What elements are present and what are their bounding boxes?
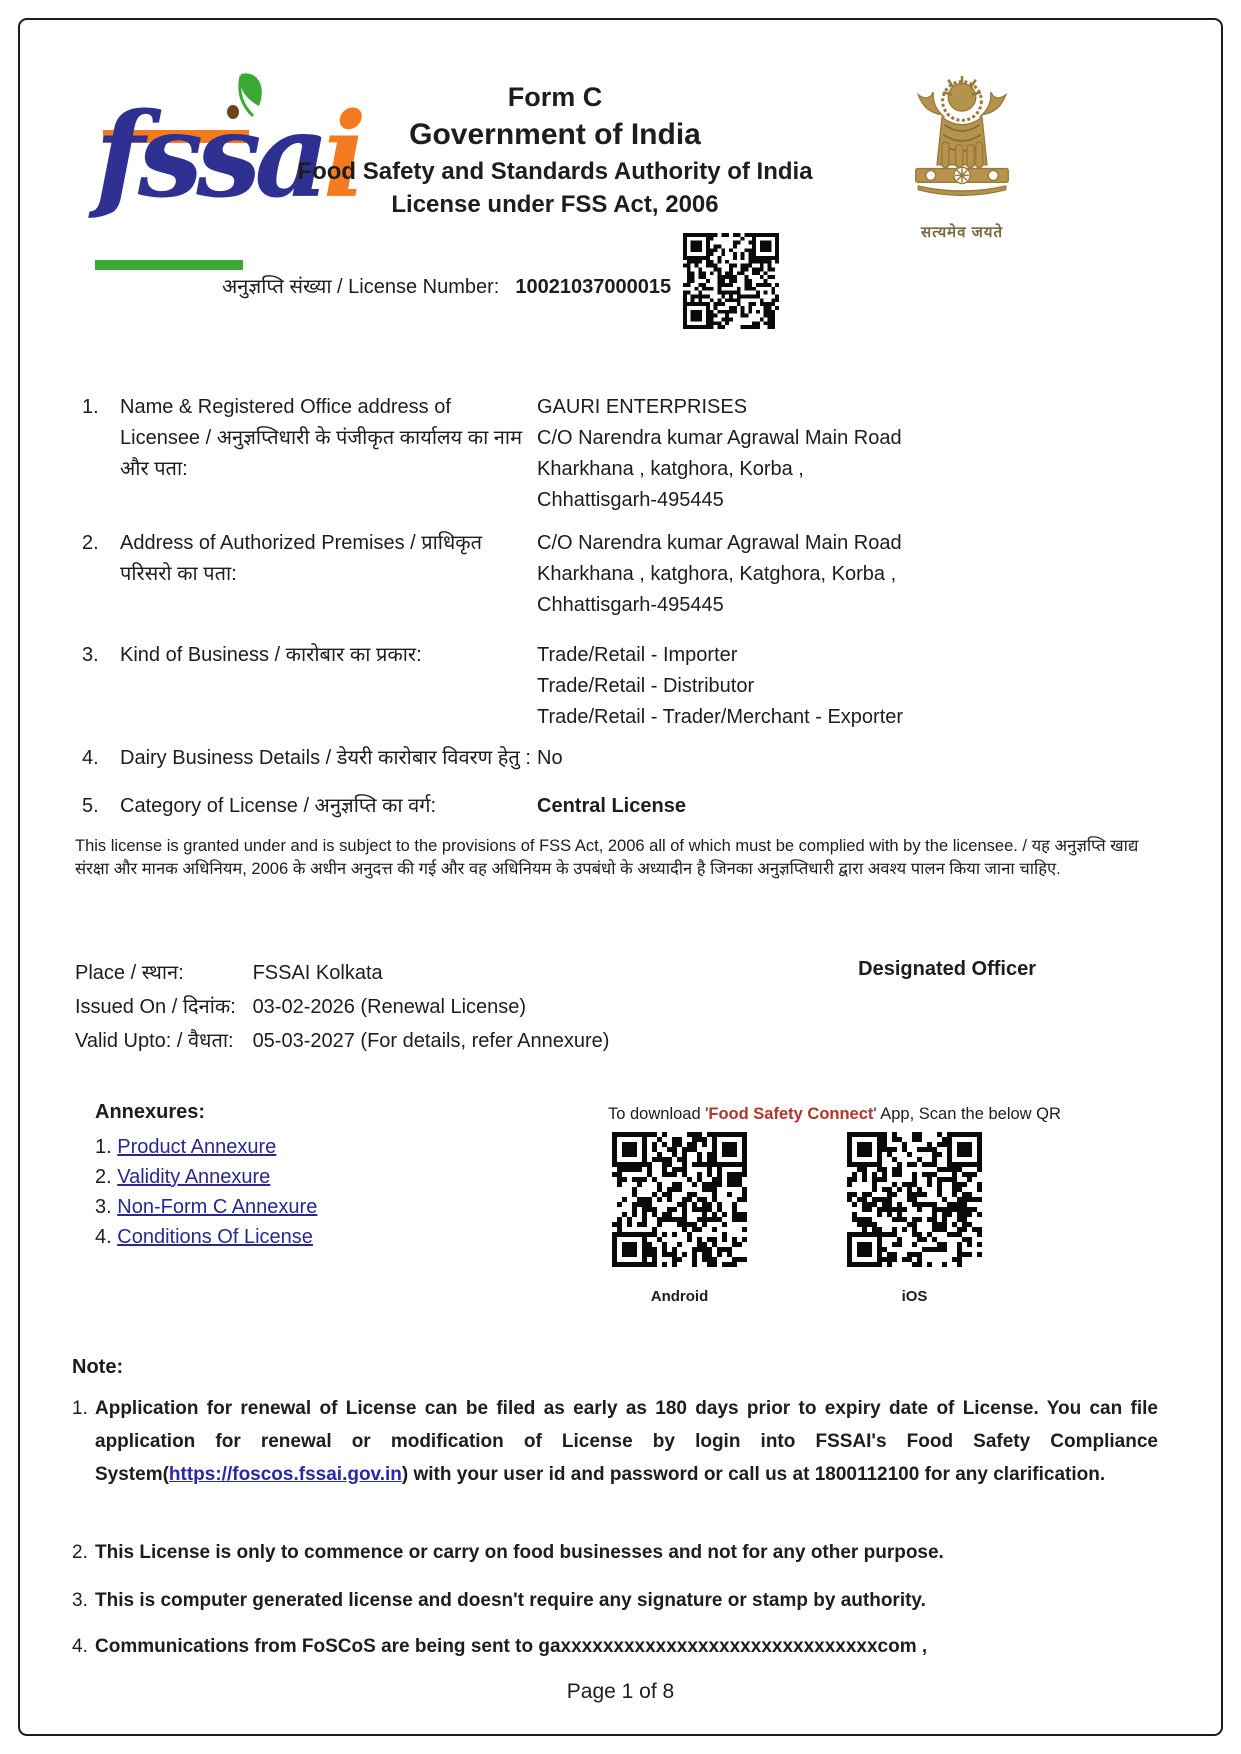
note-number: 4. [72, 1636, 88, 1657]
detail-label: Address of Authorized Premises / प्राधिकृत परिसरो का पता: [120, 532, 483, 585]
detail-number: 5. [82, 795, 99, 817]
detail-value-line: Central License [537, 795, 686, 817]
note-item-3 [72, 1584, 1158, 1617]
annexure-number: 4. [95, 1226, 112, 1248]
detail-value [537, 743, 1162, 774]
note-number: 2. [72, 1542, 88, 1563]
ios-app-qr-code [847, 1132, 982, 1267]
note-text [95, 1392, 1158, 1491]
detail-value-line: Chhattisgarh-495445 [537, 489, 724, 511]
note-item-4 [72, 1630, 1158, 1663]
license-number-value: 10021037000015 [515, 276, 672, 298]
fssai-logo-green-bar [95, 260, 243, 270]
annexure-item [95, 1162, 317, 1192]
detail-label: Name & Registered Office address of Licensee / अनुज्ञप्तिधारी के पंजीकृत कार्यालय का नाम और पता: [120, 396, 523, 480]
form-title: Form C [507, 82, 603, 112]
page-number: Page 1 of 8 [566, 1680, 675, 1703]
fssai-logo-text-orange: i [322, 88, 360, 224]
detail-label: Dairy Business Details / डेयरी कारोबार विवरण हेतु : [120, 747, 531, 769]
app-download-suffix: ' App, Scan the below QR [873, 1105, 1061, 1123]
detail-value-line: C/O Narendra kumar Agrawal Main Road [537, 427, 902, 449]
detail-value-line: No [537, 747, 563, 769]
annexures-section [95, 1101, 317, 1252]
app-name-highlight: Food Safety Connect [708, 1105, 874, 1123]
foscos-link[interactable]: https://foscos.fssai.gov.in [168, 1464, 402, 1485]
annexure-item [95, 1222, 317, 1252]
annexure-number: 1. [95, 1136, 112, 1158]
designated-officer-label: Designated Officer [858, 958, 1036, 980]
annexure-link-conditions[interactable]: Conditions Of License [117, 1226, 313, 1248]
place-row [75, 958, 383, 985]
license-number-row [222, 272, 671, 299]
valid-upto-label: Valid Upto: / वैधता: [75, 1030, 234, 1052]
detail-number: 4. [82, 747, 99, 769]
annexure-link-non-form-c[interactable]: Non-Form C Annexure [117, 1196, 318, 1218]
note-number: 1. [72, 1398, 88, 1419]
fssai-logo-text-blue: fssa [95, 88, 323, 224]
place-value: FSSAI Kolkata [252, 962, 383, 984]
detail-value-line: GAURI ENTERPRISES [537, 396, 748, 418]
valid-upto-row [75, 1026, 609, 1053]
grant-paragraph: This license is granted under and is subject to the provisions of FSS Act, 2006 all of which must be complied with by the licensee. / यह अनुज्ञप्ति खाद्य संरक्षा और मानक अधिनियम, 2006 के अधीन अनुदत्त की गई और वह अधिनियम के उपबंधो के अध्यादीन है जिनका अनुज्ञप्तिधारी द्वारा अवश्य पालन किया जाना चाहिए. [75, 837, 1139, 878]
note-1-pre: Application for renewal of License can be filed as early as 180 days prior to expiry date of License. You can file application for renewal or modification of License by login into FSSAI's Food Safety Compliance System( [95, 1398, 1158, 1485]
detail-label: Category of License / अनुज्ञप्ति का वर्ग: [120, 795, 437, 817]
authority-title: Food Safety and Standards Authority of India [297, 158, 813, 185]
android-qr-label: Android [650, 1288, 709, 1305]
detail-value [537, 791, 1162, 822]
detail-value-line: Trade/Retail - Importer [537, 644, 738, 666]
ashoka-emblem-graphic [887, 62, 1037, 220]
act-title: License under FSS Act, 2006 [391, 191, 719, 218]
place-label: Place / स्थान: [75, 962, 184, 984]
detail-value-line: Trade/Retail - Trader/Merchant - Exporter [537, 706, 904, 728]
annexures-title: Annexures: [95, 1101, 206, 1123]
annexure-item [95, 1192, 317, 1222]
government-title: Government of India [409, 118, 701, 151]
detail-value-line: Kharkhana , katghora, Katghora, Korba , [537, 563, 897, 585]
notes-title: Note: [72, 1356, 124, 1378]
issued-on-row [75, 992, 526, 1019]
android-app-qr-code [612, 1132, 747, 1267]
detail-value-line: Kharkhana , katghora, Korba , [537, 458, 804, 480]
annexure-item [95, 1132, 317, 1162]
annexure-link-validity[interactable]: Validity Annexure [117, 1166, 271, 1188]
detail-number: 1. [82, 396, 99, 418]
emblem-motto: सत्यमेव जयते [920, 224, 1004, 241]
license-number-label: अनुज्ञप्ति संख्या / License Number: [222, 276, 500, 298]
note-number: 3. [72, 1590, 88, 1611]
detail-value [537, 528, 1162, 621]
issued-on-label: Issued On / दिनांक: [75, 996, 236, 1018]
ashoka-emblem [882, 62, 1042, 244]
note-text: This is computer generated license and doesn't require any signature or stamp by authority. [95, 1590, 926, 1611]
note-item-1 [72, 1392, 1158, 1491]
app-download-prefix: To download ' [608, 1105, 709, 1123]
detail-value-line: C/O Narendra kumar Agrawal Main Road [537, 532, 902, 554]
annexure-number: 2. [95, 1166, 112, 1188]
detail-number: 2. [82, 532, 99, 554]
detail-label: Kind of Business / कारोबार का प्रकार: [120, 644, 422, 666]
ios-qr-label: iOS [901, 1288, 928, 1305]
detail-value-line: Chhattisgarh-495445 [537, 594, 724, 616]
license-qr-code [683, 233, 779, 329]
annexure-number: 3. [95, 1196, 112, 1218]
annexure-link-product[interactable]: Product Annexure [117, 1136, 277, 1158]
note-1-post: ) with your user id and password or call us at 1800112100 for any clarification. [401, 1464, 1106, 1485]
valid-upto-value: 05-03-2027 (For details, refer Annexure) [252, 1030, 610, 1052]
app-download-text [608, 1105, 1061, 1124]
note-text: Communications from FoSCoS are being sent to gaxxxxxxxxxxxxxxxxxxxxxxxxxxxxxxcom , [95, 1636, 928, 1657]
license-document-sheet [18, 18, 1223, 1736]
issued-on-value: 03-02-2026 (Renewal License) [252, 996, 527, 1018]
detail-number: 3. [82, 644, 99, 666]
header-titles [245, 82, 865, 219]
note-text: This License is only to commence or carry on food businesses and not for any other purpose. [95, 1542, 944, 1563]
detail-value [537, 392, 1162, 516]
detail-value-line: Trade/Retail - Distributor [537, 675, 755, 697]
detail-value [537, 640, 1162, 733]
note-item-2 [72, 1536, 1158, 1569]
